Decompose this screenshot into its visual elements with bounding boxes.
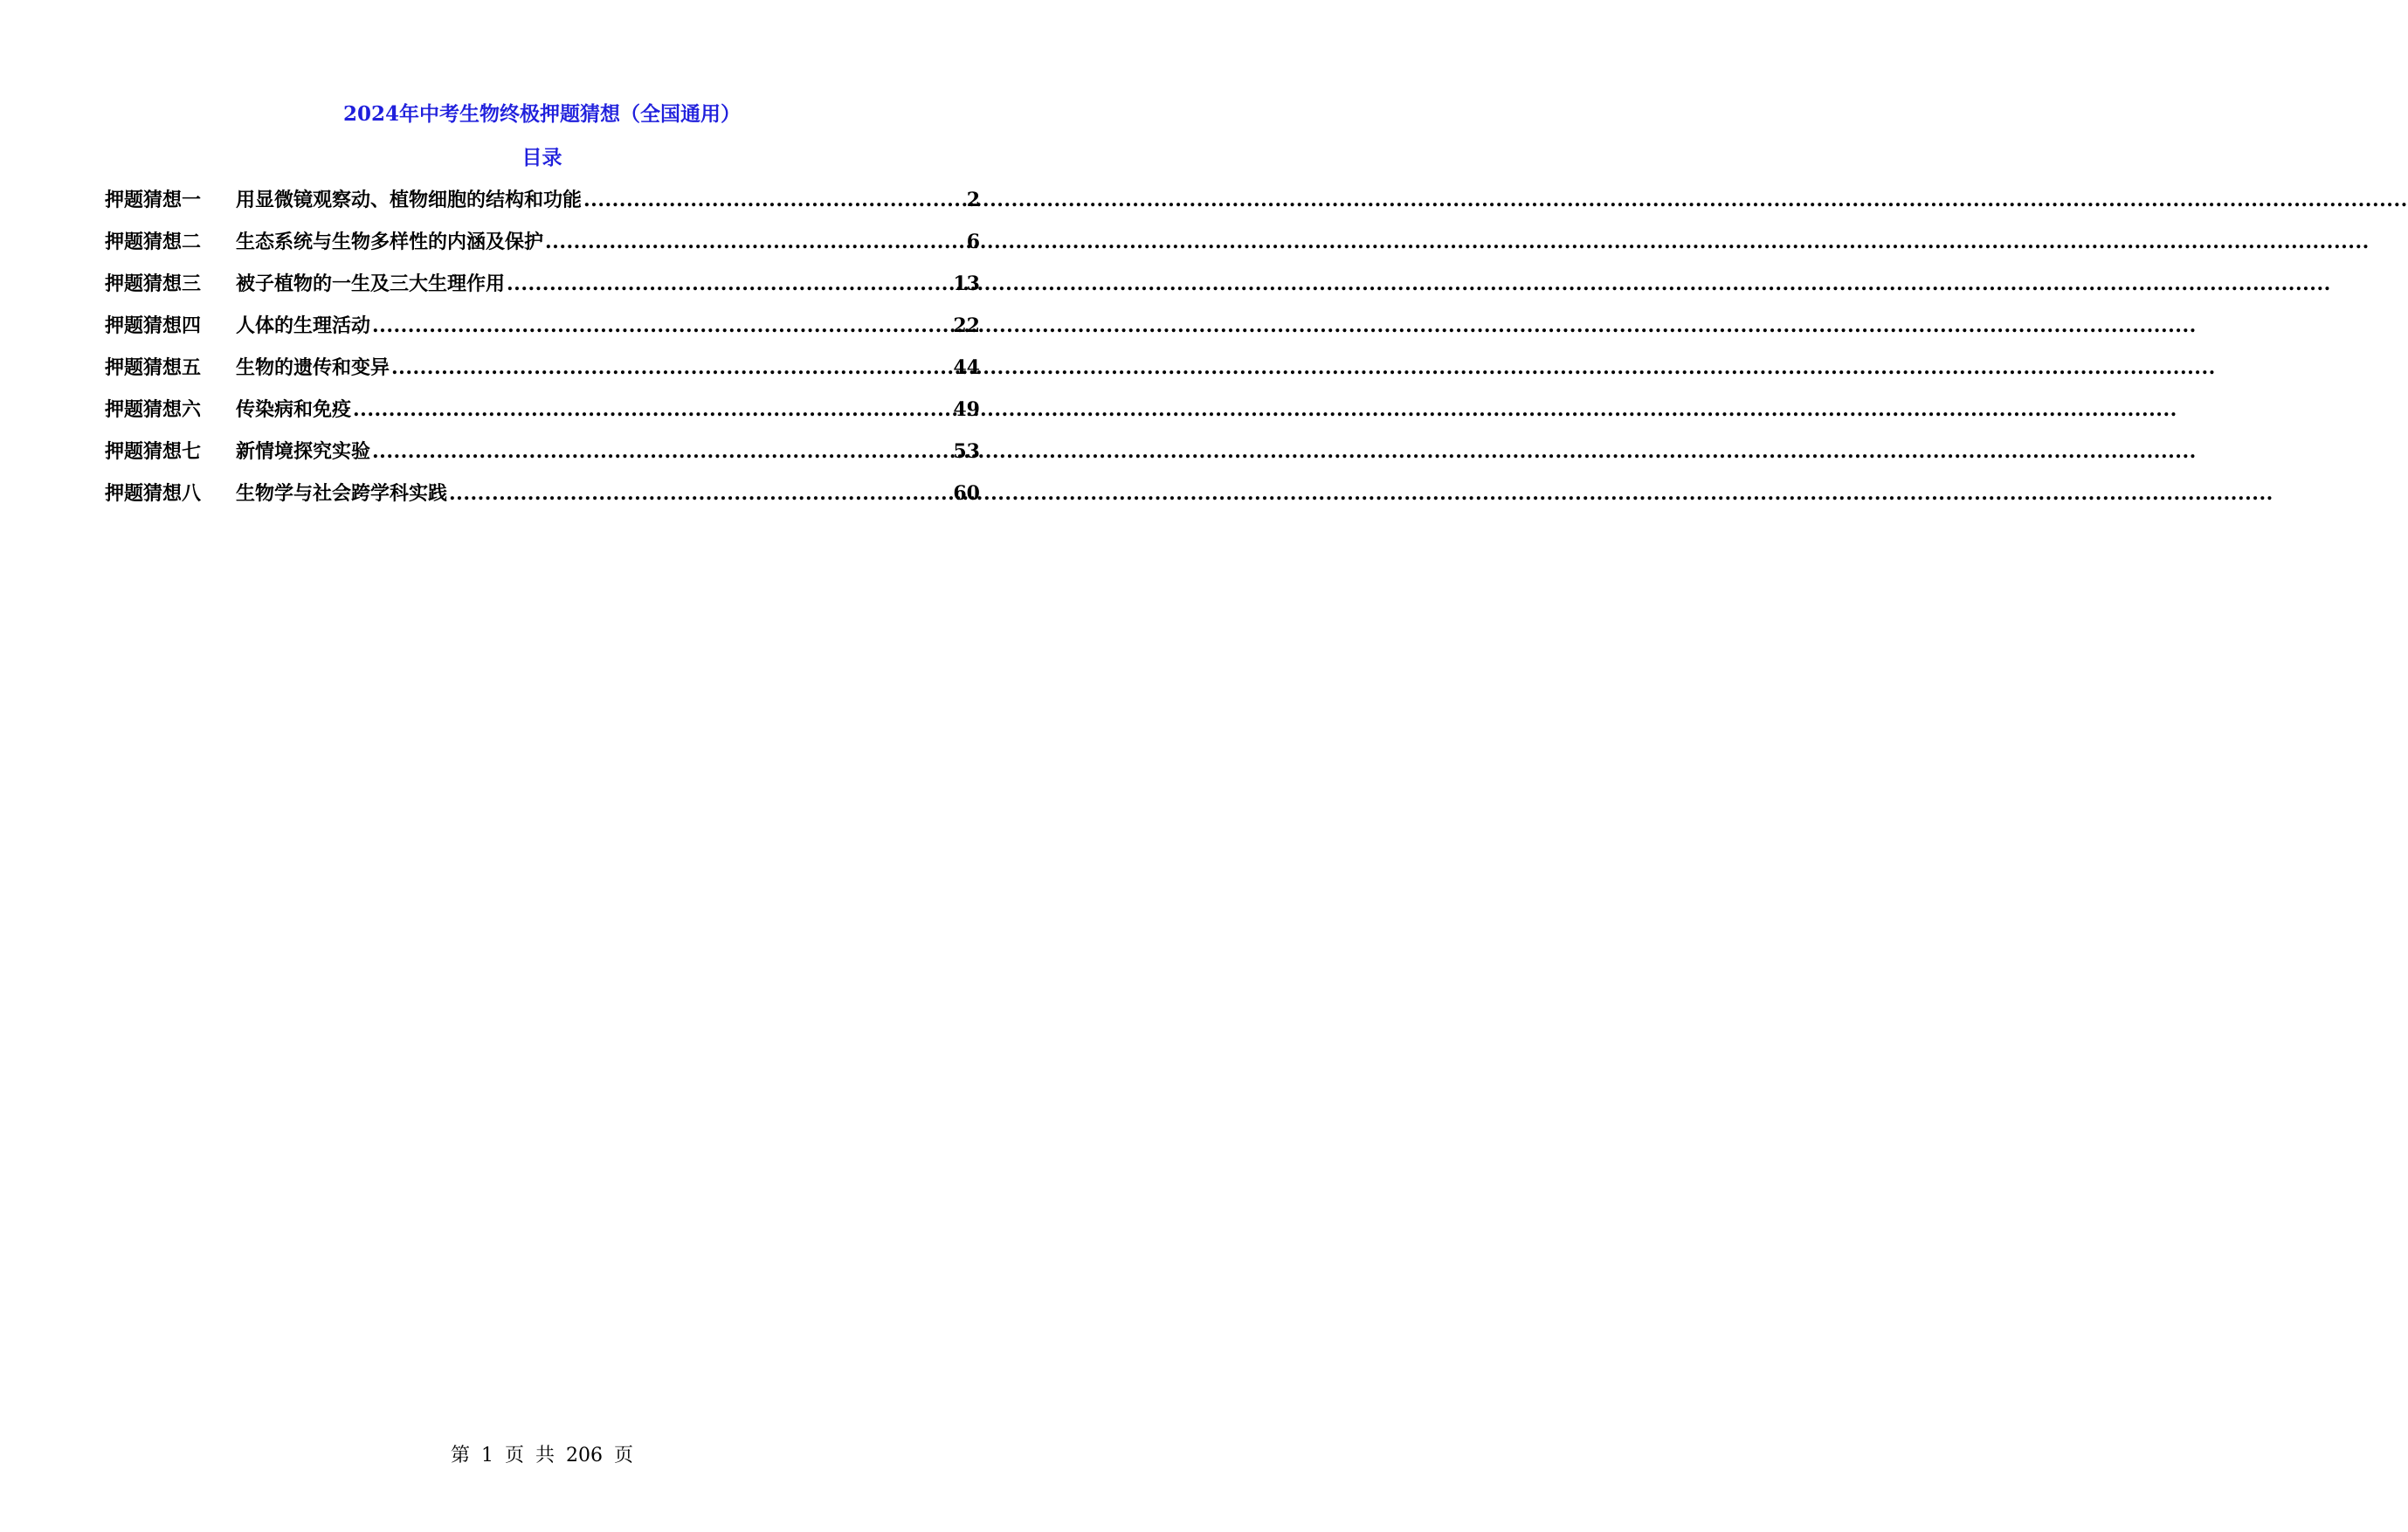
toc-entry[interactable] xyxy=(105,397,980,438)
document-title: 2024年中考生物终极押题猜想（全国通用） xyxy=(342,102,741,126)
toc-entry-page-number: 53 xyxy=(953,440,980,463)
toc-entry-label: 押题猜想三 xyxy=(105,273,202,295)
toc-entry-label: 押题猜想一 xyxy=(105,189,202,211)
toc-entry-title: 新情境探究实验 xyxy=(236,440,371,463)
toc-entry-label: 押题猜想八 xyxy=(105,482,202,505)
toc-entry[interactable] xyxy=(105,229,980,271)
toc-entry-title: 生物的遗传和变异 xyxy=(236,356,390,379)
toc-entry-page-number: 44 xyxy=(953,356,980,379)
table-of-contents xyxy=(105,187,980,522)
toc-dot-leader xyxy=(391,355,951,381)
toc-entry-page-number: 2 xyxy=(966,189,980,211)
toc-heading: 目录 xyxy=(521,146,562,169)
toc-entry-page-number: 60 xyxy=(953,482,980,505)
toc-entry-page-number: 6 xyxy=(966,231,980,253)
toc-dot-leader xyxy=(353,397,951,423)
page-footer: 第 1 页 共 206 页 xyxy=(451,1445,633,1466)
toc-entry[interactable] xyxy=(105,271,980,313)
toc-entry-label: 押题猜想二 xyxy=(105,231,202,253)
toc-dot-leader xyxy=(372,438,951,465)
toc-dot-leader xyxy=(372,313,951,339)
toc-entry-page-number: 13 xyxy=(953,273,980,295)
toc-dot-leader xyxy=(449,480,951,507)
toc-entry[interactable] xyxy=(105,187,980,229)
toc-entry-title: 人体的生理活动 xyxy=(236,314,371,337)
toc-entry-page-number: 22 xyxy=(953,314,980,337)
toc-entry[interactable] xyxy=(105,438,980,480)
toc-entry-title: 传染病和免疫 xyxy=(236,398,352,421)
toc-entry-page-number: 49 xyxy=(953,398,980,421)
toc-entry-title: 生物学与社会跨学科实践 xyxy=(236,482,448,505)
toc-entry[interactable] xyxy=(105,480,980,522)
toc-entry-label: 押题猜想五 xyxy=(105,356,202,379)
toc-dot-leader xyxy=(583,187,965,213)
toc-entry-label: 押题猜想六 xyxy=(105,398,202,421)
toc-dot-leader xyxy=(545,229,965,255)
toc-entry-title: 被子植物的一生及三大生理作用 xyxy=(236,273,506,295)
toc-entry[interactable] xyxy=(105,355,980,397)
toc-entry[interactable] xyxy=(105,313,980,355)
toc-entry-label: 押题猜想七 xyxy=(105,440,202,463)
toc-entry-label: 押题猜想四 xyxy=(105,314,202,337)
toc-entry-title: 用显微镜观察动、植物细胞的结构和功能 xyxy=(236,189,583,211)
toc-dot-leader xyxy=(507,271,951,297)
toc-entry-title: 生态系统与生物多样性的内涵及保护 xyxy=(236,231,544,253)
